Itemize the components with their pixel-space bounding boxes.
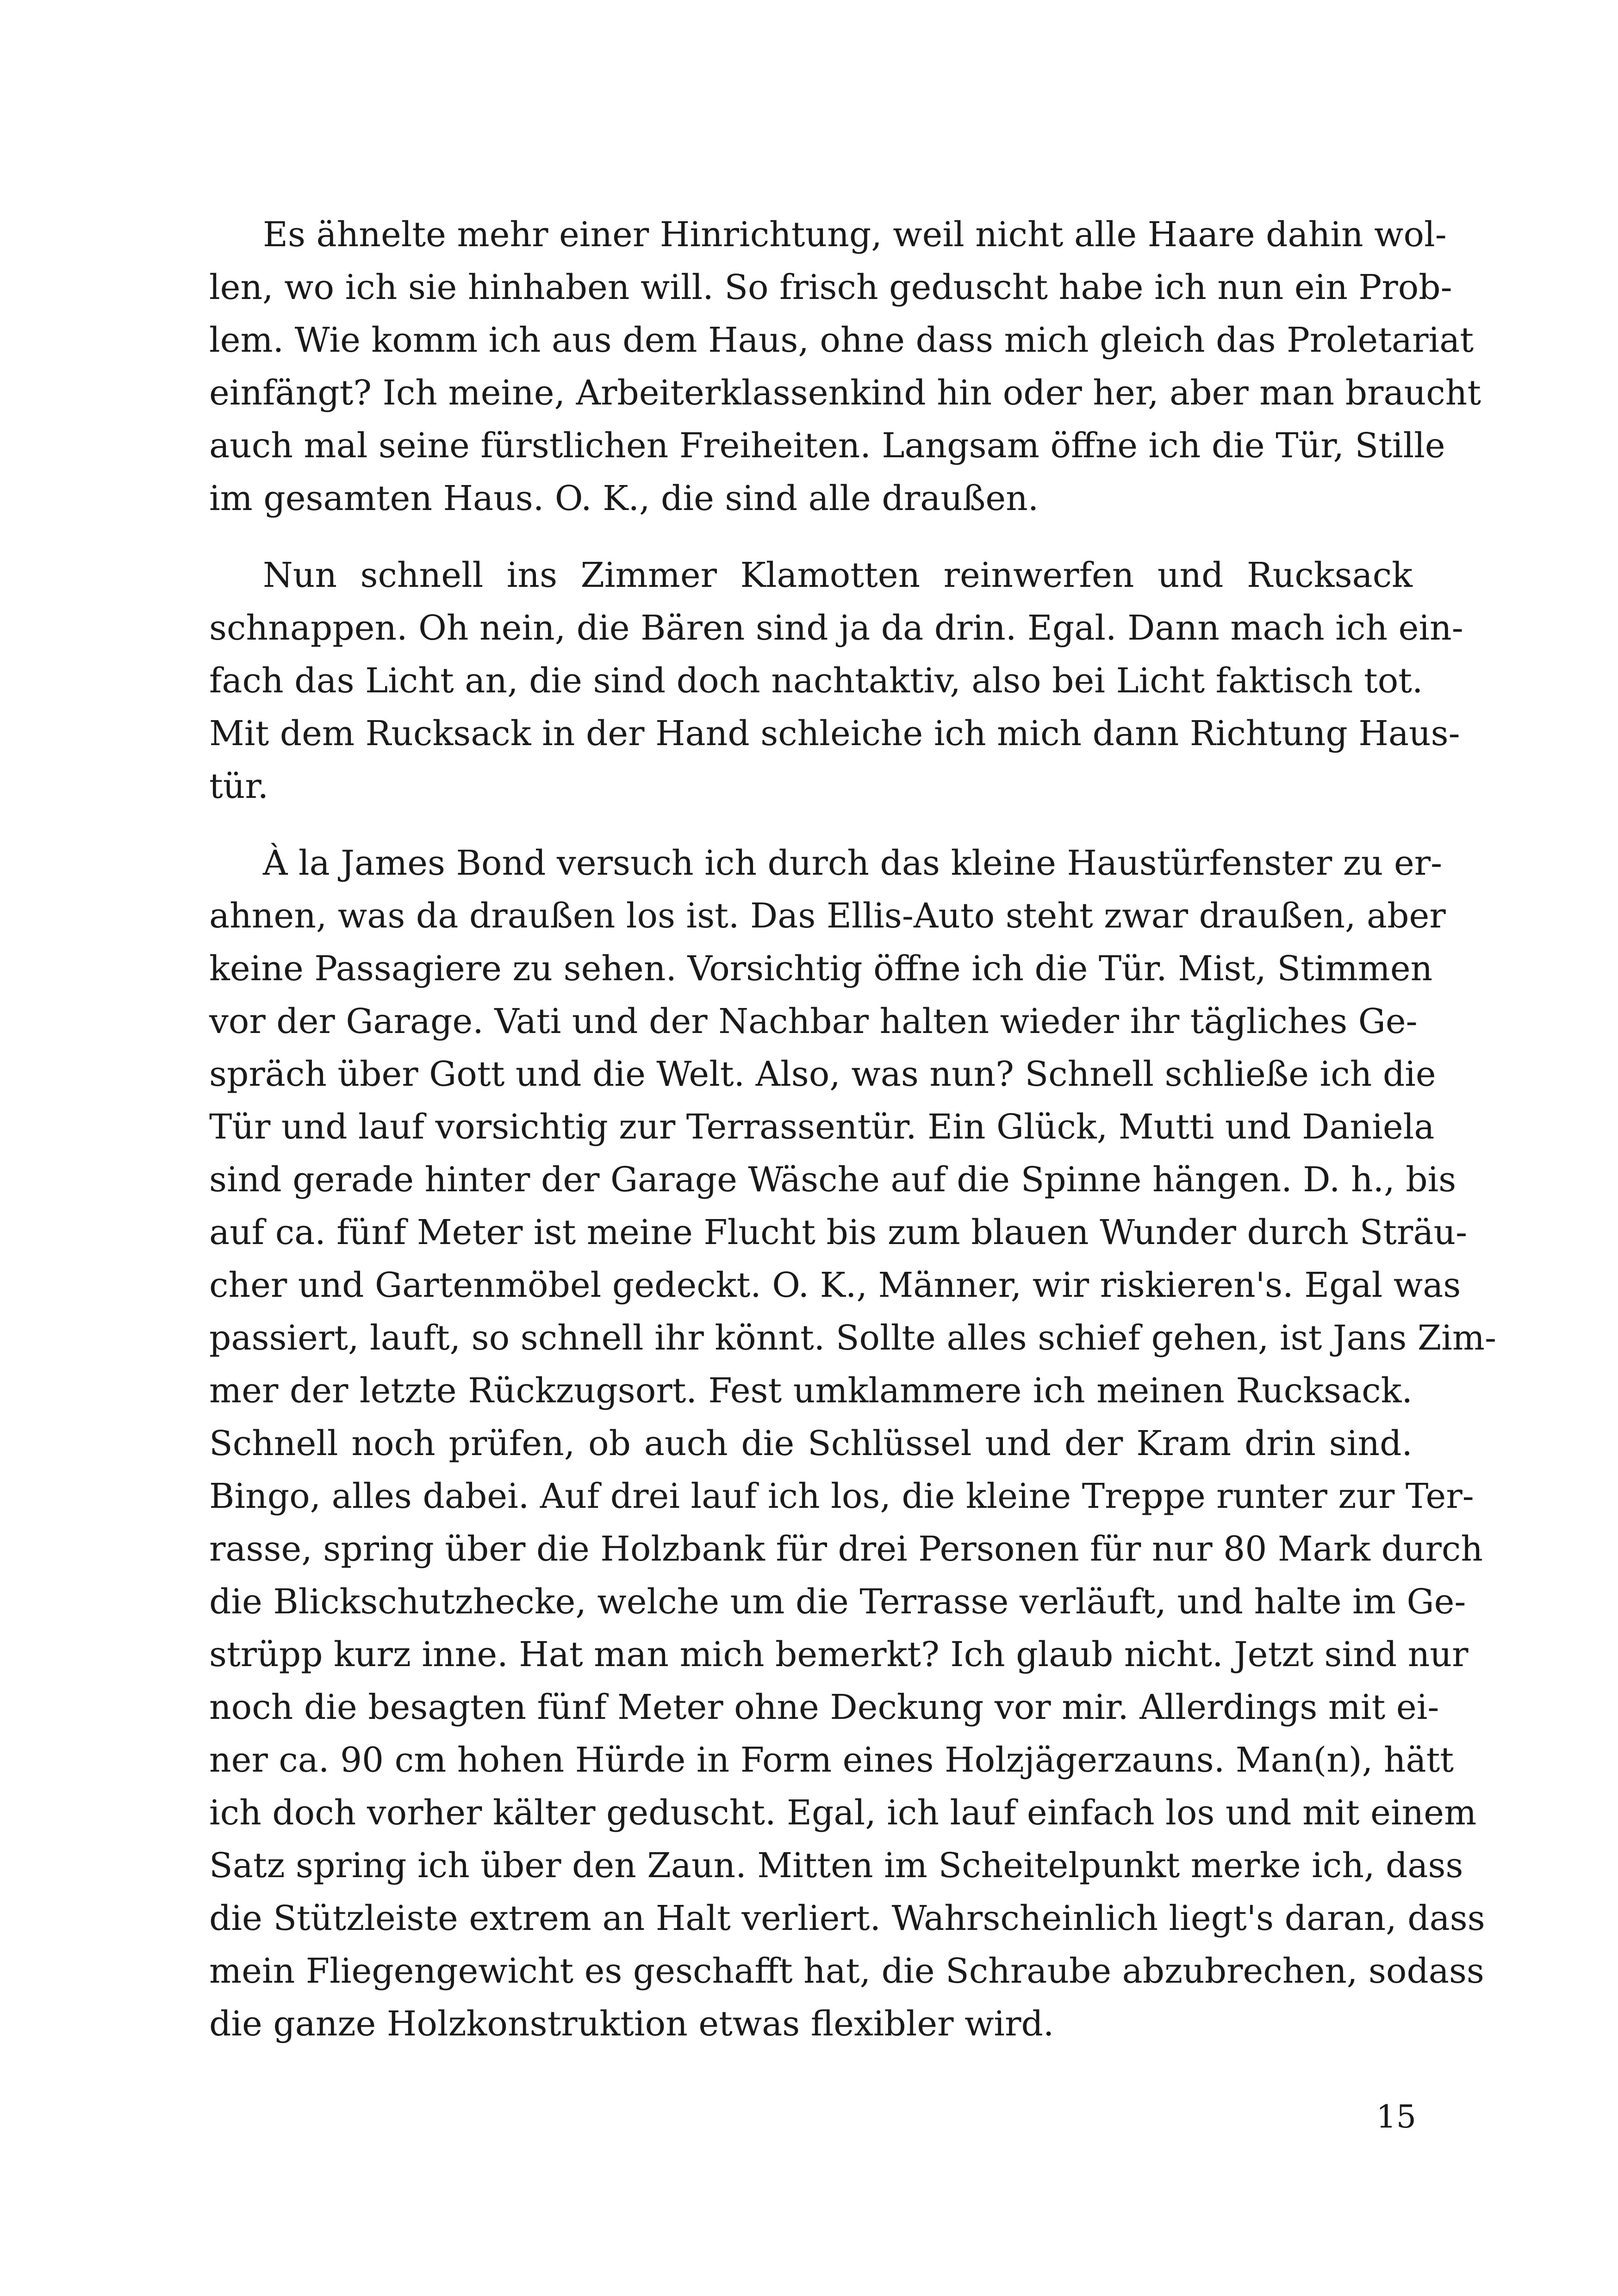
text-line: die Blickschutzhecke, welche um die Terrasse verläuft, und halte im Ge-: [209, 1582, 1466, 1622]
text-line: schnappen. Oh nein, die Bären sind ja da drin. Egal. Dann mach ich ein-: [209, 608, 1463, 648]
text-line: auch mal seine fürstlichen Freiheiten. Langsam öffne ich die Tür, Stille: [209, 426, 1445, 466]
paragraph-2: [209, 549, 1463, 813]
text-line: keine Passagiere zu sehen. Vorsichtig öffne ich die Tür. Mist, Stimmen: [209, 949, 1433, 989]
text-line: auf ca. fünf Meter ist meine Flucht bis zum blauen Wunder durch Sträu-: [209, 1213, 1468, 1252]
text-line: cher und Gartenmöbel gedeckt. O. K., Männer, wir riskieren's. Egal was: [209, 1265, 1461, 1305]
text-line: einfängt? Ich meine, Arbeiterklassenkind hin oder her, aber man braucht: [209, 373, 1481, 413]
text-line: die ganze Holzkonstruktion etwas flexibler wird.: [209, 2004, 1054, 2044]
paragraph-spacer: [209, 525, 1413, 549]
paragraph-spacer: [209, 813, 1413, 837]
text-line: lem. Wie komm ich aus dem Haus, ohne dass mich gleich das Proletariat: [209, 320, 1474, 360]
text-line: strüpp kurz inne. Hat man mich bemerkt? Ich glaub nicht. Jetzt sind nur: [209, 1635, 1469, 1674]
text-line: mer der letzte Rückzugsort. Fest umklammere ich meinen Rucksack.: [209, 1371, 1413, 1411]
text-line: die Stützleiste extrem an Halt verliert. Wahrscheinlich liegt's daran, dass: [209, 1898, 1485, 1938]
paragraph-1: [209, 208, 1481, 525]
text-line: fach das Licht an, die sind doch nachtaktiv, also bei Licht faktisch tot.: [209, 661, 1423, 701]
text-line: rasse, spring über die Holzbank für drei Personen für nur 80 Mark durch: [209, 1529, 1483, 1569]
text-line: Nun schnell ins Zimmer Klamotten reinwerfen und Rucksack: [263, 555, 1413, 595]
text-line: Schnell noch prüfen, ob auch die Schlüssel und der Kram drin sind.: [209, 1424, 1413, 1463]
text-line: Tür und lauf vorsichtig zur Terrassentür. Ein Glück, Mutti und Daniela: [209, 1107, 1435, 1147]
text-line: Es ähnelte mehr einer Hinrichtung, weil nicht alle Haare dahin wol-: [263, 215, 1447, 255]
text-line: Bingo, alles dabei. Auf drei lauf ich los, die kleine Treppe runter zur Ter-: [209, 1476, 1474, 1516]
text-line: tür.: [209, 766, 269, 806]
text-line: Satz spring ich über den Zaun. Mitten im Scheitelpunkt merke ich, dass: [209, 1846, 1463, 1885]
text-line: vor der Garage. Vati und der Nachbar halten wieder ihr tägliches Ge-: [209, 1002, 1418, 1041]
text-line: ahnen, was da draußen los ist. Das Ellis-Auto steht zwar draußen, aber: [209, 896, 1446, 936]
paragraph-3: [209, 837, 1497, 2050]
text-line: passiert, lauft, so schnell ihr könnt. Sollte alles schief gehen, ist Jans Zim-: [209, 1318, 1497, 1358]
text-line: mein Fliegengewicht es geschafft hat, die Schraube abzubrechen, sodass: [209, 1951, 1484, 1991]
text-line: spräch über Gott und die Welt. Also, was nun? Schnell schließe ich die: [209, 1054, 1436, 1094]
text-line: len, wo ich sie hinhaben will. So frisch geduscht habe ich nun ein Prob-: [209, 268, 1452, 307]
text-line: sind gerade hinter der Garage Wäsche auf die Spinne hängen. D. h., bis: [209, 1160, 1456, 1200]
text-line: À la James Bond versuch ich durch das kleine Haustürfenster zu er-: [263, 843, 1443, 883]
page-number: 15: [1376, 2099, 1416, 2135]
text-line: Mit dem Rucksack in der Hand schleiche ich mich dann Richtung Haus-: [209, 714, 1460, 753]
body-text: [209, 208, 1497, 2050]
text-line: ich doch vorher kälter geduscht. Egal, ich lauf einfach los und mit einem: [209, 1793, 1477, 1833]
text-line: im gesamten Haus. O. K., die sind alle draußen.: [209, 479, 1039, 518]
text-line: ner ca. 90 cm hohen Hürde in Form eines Holzjägerzauns. Man(n), hätt: [209, 1740, 1454, 1780]
text-line: noch die besagten fünf Meter ohne Deckung vor mir. Allerdings mit ei-: [209, 1687, 1439, 1727]
